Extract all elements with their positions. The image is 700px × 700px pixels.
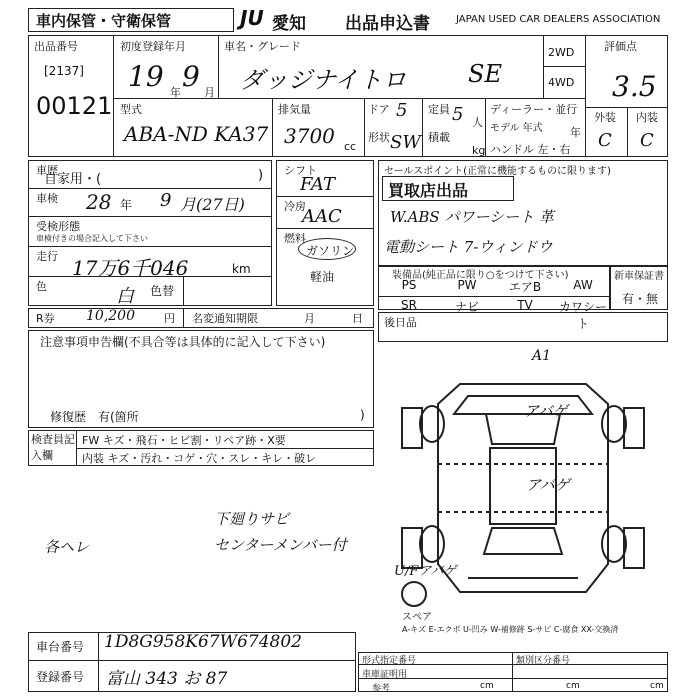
displacement-label: 排気量 <box>278 103 311 116</box>
repair-close: ) <box>360 408 365 422</box>
door-label: ドア <box>368 103 390 116</box>
interior-label: 内装 <box>636 111 658 124</box>
history-value: 自家用・( <box>44 172 102 187</box>
grade: SE <box>468 60 502 88</box>
reg-month-unit: 月 <box>204 86 215 99</box>
name-change-label: 名変通知期限 <box>192 312 258 325</box>
reg-month: 9 <box>182 60 200 93</box>
score-value: 3.5 <box>612 70 657 103</box>
color-label: 色 <box>36 280 47 293</box>
reg-year: 19 <box>128 60 164 93</box>
equipment-item: カワシート <box>558 300 607 331</box>
sales-points-label: セールスポイント(正常に機能するものに限ります) <box>384 166 611 177</box>
equipment-item: PW <box>457 278 477 292</box>
model-year-unit: 年 <box>570 126 581 139</box>
equipment-label: 装備品(純正品に限り○をつけて下さい) <box>392 270 569 281</box>
form-no-label: 形式指定番号 <box>362 656 417 666</box>
repair-history: 修復歴 有(箇所 <box>50 410 139 424</box>
day-unit: 日 <box>352 312 363 325</box>
lot-small: [2137] <box>44 64 84 78</box>
model-year-label: モデル 年式 <box>490 123 543 134</box>
cm-unit-2: cm <box>566 681 580 691</box>
spare-label: スペア <box>402 612 432 623</box>
cooling-value: AAC <box>302 206 342 227</box>
plate-value: 富山 343 お 87 <box>106 669 228 689</box>
plate-label: 登録番号 <box>36 670 85 684</box>
capacity-unit: 人 <box>472 116 483 129</box>
equipment-item: SR <box>401 298 417 312</box>
cert-label: 車庫証明用 <box>362 670 408 680</box>
r-ticket-value: 10,200 <box>86 308 135 324</box>
ref-label: 参考 <box>372 684 391 694</box>
history-label: 車歴 <box>36 164 58 177</box>
post-box <box>378 312 668 342</box>
exterior-value: C <box>598 130 612 151</box>
lot-number: 00121 <box>36 92 113 120</box>
mileage-label: 走行 <box>36 250 58 263</box>
car-body-diagram <box>378 344 668 622</box>
chassis-value: 1D8G958K67W674802 <box>104 632 302 652</box>
type-value: ABA-ND KA37 <box>124 122 269 146</box>
kg-unit: kg <box>472 144 486 157</box>
history-close: ) <box>258 168 264 183</box>
sales-note-1: W.ABS パワーシート 革 <box>390 208 554 226</box>
pickup-note: 車検付きの場合記入して下さい <box>36 234 148 243</box>
cm-unit-1: cm <box>480 681 494 691</box>
mileage-value: 17万6千046 <box>72 256 189 280</box>
ju-logo: JU <box>240 6 264 30</box>
pickup-label: 受検形態 <box>36 220 80 233</box>
fuel-gas: ガソリン <box>306 244 355 258</box>
storage-label: 車内保管・守衛保管 <box>36 12 172 30</box>
fw-row: FW キズ・飛石・ヒビ割・リペア跡・X要 <box>82 434 286 447</box>
displacement-value: 3700 <box>284 124 335 148</box>
capacity-label: 定員 <box>428 103 450 116</box>
damage-legend: A-キズ E-エクボ U-凹み W-補修跡 S-サビ C-腐食 XX-交換済 <box>402 625 619 634</box>
car-name: ダッジナイトロ <box>240 66 407 94</box>
inspection-year-unit: 年 <box>120 198 133 212</box>
interior-row: 内装 キズ・汚れ・コゲ・穴・スレ・キレ・破レ <box>82 452 317 465</box>
equipment-item: エアB <box>508 280 542 294</box>
km-unit: km <box>232 262 251 276</box>
handle-label: ハンドル 左・右 <box>490 143 571 156</box>
memo-various: 各ヘレ <box>44 538 90 556</box>
shape-label: 形状 <box>368 131 390 144</box>
mark-hood: アバゲ <box>524 402 568 420</box>
equipment-item: TV <box>517 298 533 312</box>
association-name: JAPAN USED CAR DEALERS ASSOCIATION <box>456 14 661 25</box>
first-reg-label: 初度登録年月 <box>120 40 186 53</box>
lot-label: 出品番号 <box>34 40 78 53</box>
inspection-month: 9 <box>160 190 172 211</box>
post-label: 後日品 <box>384 316 417 329</box>
memo-center-member: センターメンバー付 <box>214 536 347 554</box>
door-value: 5 <box>396 100 408 121</box>
class-no-label: 類別区分番号 <box>516 656 571 666</box>
capacity-value: 5 <box>452 104 464 125</box>
shift-label: シフト <box>284 164 317 177</box>
form-title: 出品申込書 <box>345 14 430 34</box>
equipment-item: AW <box>573 278 593 292</box>
inspection-day: 月(27日) <box>180 195 245 214</box>
shift-value: FAT <box>300 174 335 195</box>
drive-4wd: 4WD <box>548 76 575 89</box>
score-label: 評価点 <box>604 40 637 53</box>
fuel-diesel: 軽油 <box>310 270 335 284</box>
inspection-year: 28 <box>86 190 112 214</box>
exterior-label: 外装 <box>594 111 616 124</box>
type-label: 型式 <box>120 103 142 116</box>
mark-roof: アバゲ <box>526 476 570 494</box>
shape-value: SW <box>390 132 421 153</box>
drive-2wd: 2WD <box>548 46 575 59</box>
model-label: 車名・グレード <box>224 40 301 53</box>
buy-label: 買取店出品 <box>388 181 469 200</box>
cooling-label: 冷房 <box>284 200 306 213</box>
dealer-label: ディーラー・並行 <box>490 103 578 116</box>
reg-year-unit: 年 <box>170 86 181 99</box>
month-unit: 月 <box>304 312 315 325</box>
memo-underbody: 下廻りサビ <box>214 510 290 528</box>
cm-unit-3: cm <box>650 681 664 691</box>
sales-note-2: 電動シート 7-ウィンドウ <box>384 238 553 256</box>
r-ticket-label: R券 <box>36 312 55 325</box>
equipment-item: ナビ <box>454 300 479 314</box>
mark-rear: U/Fアバゲ <box>394 564 457 579</box>
inspection-label: 車検 <box>36 192 58 205</box>
interior-value: C <box>640 130 654 151</box>
fuel-label: 燃料 <box>284 232 306 245</box>
cc-unit: cc <box>344 140 357 153</box>
equipment-item: PS <box>401 278 417 292</box>
chassis-label: 車台番号 <box>36 640 85 654</box>
mark-front: A1 <box>532 348 552 364</box>
load-label: 積載 <box>428 131 450 144</box>
inspector-label: 検査員記入欄 <box>31 433 75 462</box>
color-value: 白 <box>116 286 134 307</box>
warranty-label: 新車保証書 <box>614 271 664 282</box>
yen-unit: 円 <box>164 312 175 325</box>
warranty-options: 有・無 <box>622 292 659 306</box>
org-name: 愛知 <box>272 14 306 34</box>
caution-title: 注意事項申告欄(不具合等は具体的に記入して下さい) <box>40 335 326 349</box>
color-change-label: 色替 <box>150 284 175 298</box>
